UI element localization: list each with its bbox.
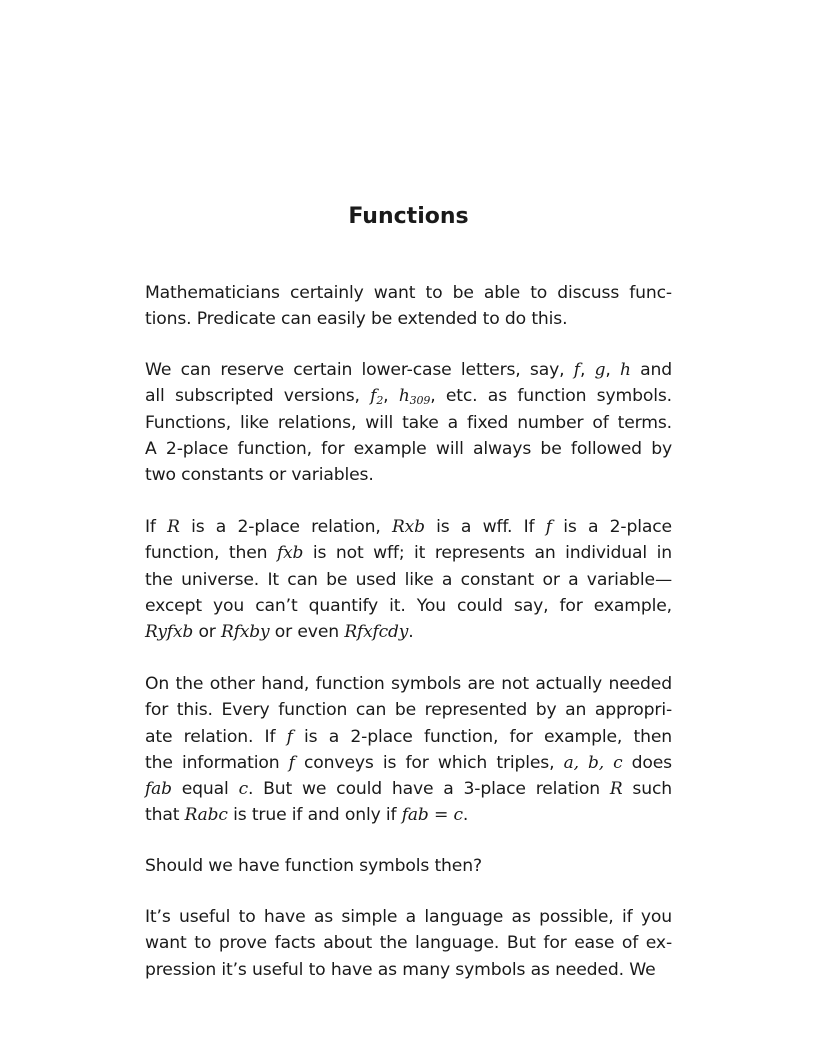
text-run: We can reserve certain lower-case letters, say, <box>145 360 574 380</box>
math-symbol-text: f <box>545 517 552 537</box>
text-run: does <box>622 752 672 773</box>
text-run: . <box>408 622 414 643</box>
math-symbol-text: c <box>453 805 463 826</box>
text-line <box>145 514 672 540</box>
paragraph-question <box>145 853 672 879</box>
math-symbol-text: Rfxby <box>221 622 270 643</box>
paragraph-function-symbols <box>145 357 672 488</box>
math-symbol <box>564 753 623 773</box>
text-line <box>145 383 672 409</box>
text-line <box>145 462 672 488</box>
text-line <box>145 280 672 306</box>
math-symbol-text: g <box>594 360 606 380</box>
math-operator: = <box>428 805 454 826</box>
math-symbol-text: fab <box>145 779 172 800</box>
text-run: or <box>193 622 222 643</box>
text-run: for this. Every function can be represented by an appropri- <box>145 700 672 721</box>
text-run: is a wff. If <box>424 517 546 537</box>
text-run: . <box>462 805 469 826</box>
text-run: all subscripted versions, <box>145 386 371 407</box>
math-symbol-text: R <box>609 779 623 800</box>
text-run: , <box>383 386 399 407</box>
text-run: A 2-place function, for example will always be followed by <box>145 438 672 459</box>
text-line <box>145 930 672 956</box>
text-line <box>145 436 672 462</box>
math-symbol <box>610 779 623 799</box>
text-run: conveys is for which triples, <box>294 752 564 773</box>
math-symbol-text: fab <box>401 805 429 826</box>
text-run: equal <box>171 779 239 800</box>
text-run: tions. Predicate can easily be extended to do this. <box>145 309 568 330</box>
text-line <box>145 724 672 750</box>
paragraph-wff-example <box>145 514 672 645</box>
math-symbol-text: Rxb <box>392 517 425 537</box>
text-line <box>145 853 672 879</box>
math-symbol <box>277 543 303 563</box>
text-line <box>145 776 672 802</box>
text-run: If <box>145 517 168 537</box>
text-line <box>145 697 672 723</box>
math-symbol-text: h <box>398 386 410 407</box>
text-run: and <box>630 360 672 380</box>
text-run: , <box>579 360 595 380</box>
text-run: that <box>145 805 185 826</box>
text-run: is a 2-place relation, <box>179 517 393 537</box>
text-line <box>145 306 672 332</box>
text-run: pression it’s useful to have as many symbols as needed. We <box>145 959 656 980</box>
math-symbol-text: f <box>288 752 295 773</box>
text-run: such <box>622 779 673 800</box>
text-run: Mathematicians certainly want to be able to discuss func- <box>145 283 672 303</box>
text-run: is not wff; it represents an individual in <box>303 543 672 564</box>
math-symbol <box>402 805 429 825</box>
text-line <box>145 593 672 619</box>
text-line <box>145 619 672 645</box>
math-symbol <box>185 805 228 825</box>
text-line <box>145 904 672 930</box>
text-line <box>145 750 672 776</box>
page-title: Functions <box>348 204 469 229</box>
text-run: Should we have function symbols then? <box>145 856 482 876</box>
text-run: or even <box>269 622 345 643</box>
text-line <box>145 671 672 697</box>
text-run: On the other hand, function symbols are not actually needed <box>145 674 672 694</box>
text-run: function, then <box>145 543 277 564</box>
math-symbol <box>454 805 463 825</box>
text-line <box>145 410 672 436</box>
math-symbol-text: Rabc <box>184 805 228 826</box>
text-line <box>145 357 672 383</box>
text-line <box>145 567 672 593</box>
math-symbol-text: f <box>370 386 377 407</box>
text-line <box>145 957 672 983</box>
math-symbol-text: fxb <box>276 543 304 564</box>
math-symbol <box>145 622 193 642</box>
text-run: the universe. It can be used like a constant or a variable— <box>145 569 672 590</box>
math-symbol <box>620 360 631 380</box>
text-run: , <box>605 360 620 380</box>
math-symbol-text: R <box>167 517 180 537</box>
text-run: is a 2-place function, for example, then <box>292 726 672 747</box>
math-symbol <box>370 386 383 406</box>
math-symbol <box>145 779 172 799</box>
math-symbol-text: Rfxfcdy <box>344 622 409 643</box>
text-line <box>145 540 672 566</box>
paragraph-usefulness <box>145 904 672 983</box>
math-subscript: 2 <box>376 394 384 408</box>
math-subscript: 309 <box>409 394 431 408</box>
math-symbol-text: f <box>573 360 580 380</box>
math-symbol-text: c <box>238 779 248 800</box>
paragraph-relations <box>145 671 672 829</box>
text-run: , etc. as function symbols. <box>430 386 672 407</box>
text-run: It’s useful to have as simple a language as possible, if you <box>145 907 672 927</box>
math-symbol-text: Ryfxb <box>145 622 194 643</box>
text-run: Functions, like relations, will take a fixed number of terms. <box>145 412 672 433</box>
math-symbol-text: a, b, c <box>563 752 623 773</box>
math-symbol <box>239 779 248 799</box>
text-run: ate relation. If <box>145 726 287 747</box>
text-run: two constants or variables. <box>145 465 374 486</box>
math-symbol-text: h <box>619 360 631 380</box>
text-run: is true if and only if <box>227 805 402 826</box>
math-symbol <box>344 622 408 642</box>
text-run: is a 2-place <box>551 517 672 537</box>
math-symbol <box>595 360 606 380</box>
text-run: want to prove facts about the language. But for ease of ex- <box>145 933 672 954</box>
math-symbol <box>167 517 180 537</box>
math-symbol <box>399 386 430 406</box>
math-symbol <box>392 517 425 537</box>
text-run: . But we could have a 3-place relation <box>247 779 610 800</box>
math-symbol <box>221 622 269 642</box>
text-run: except you can’t quantify it. You could say, for example, <box>145 595 672 616</box>
text-run: the information <box>145 752 289 773</box>
text-line <box>145 802 672 828</box>
math-symbol-text: f <box>286 726 293 747</box>
paragraph-intro <box>145 280 672 333</box>
